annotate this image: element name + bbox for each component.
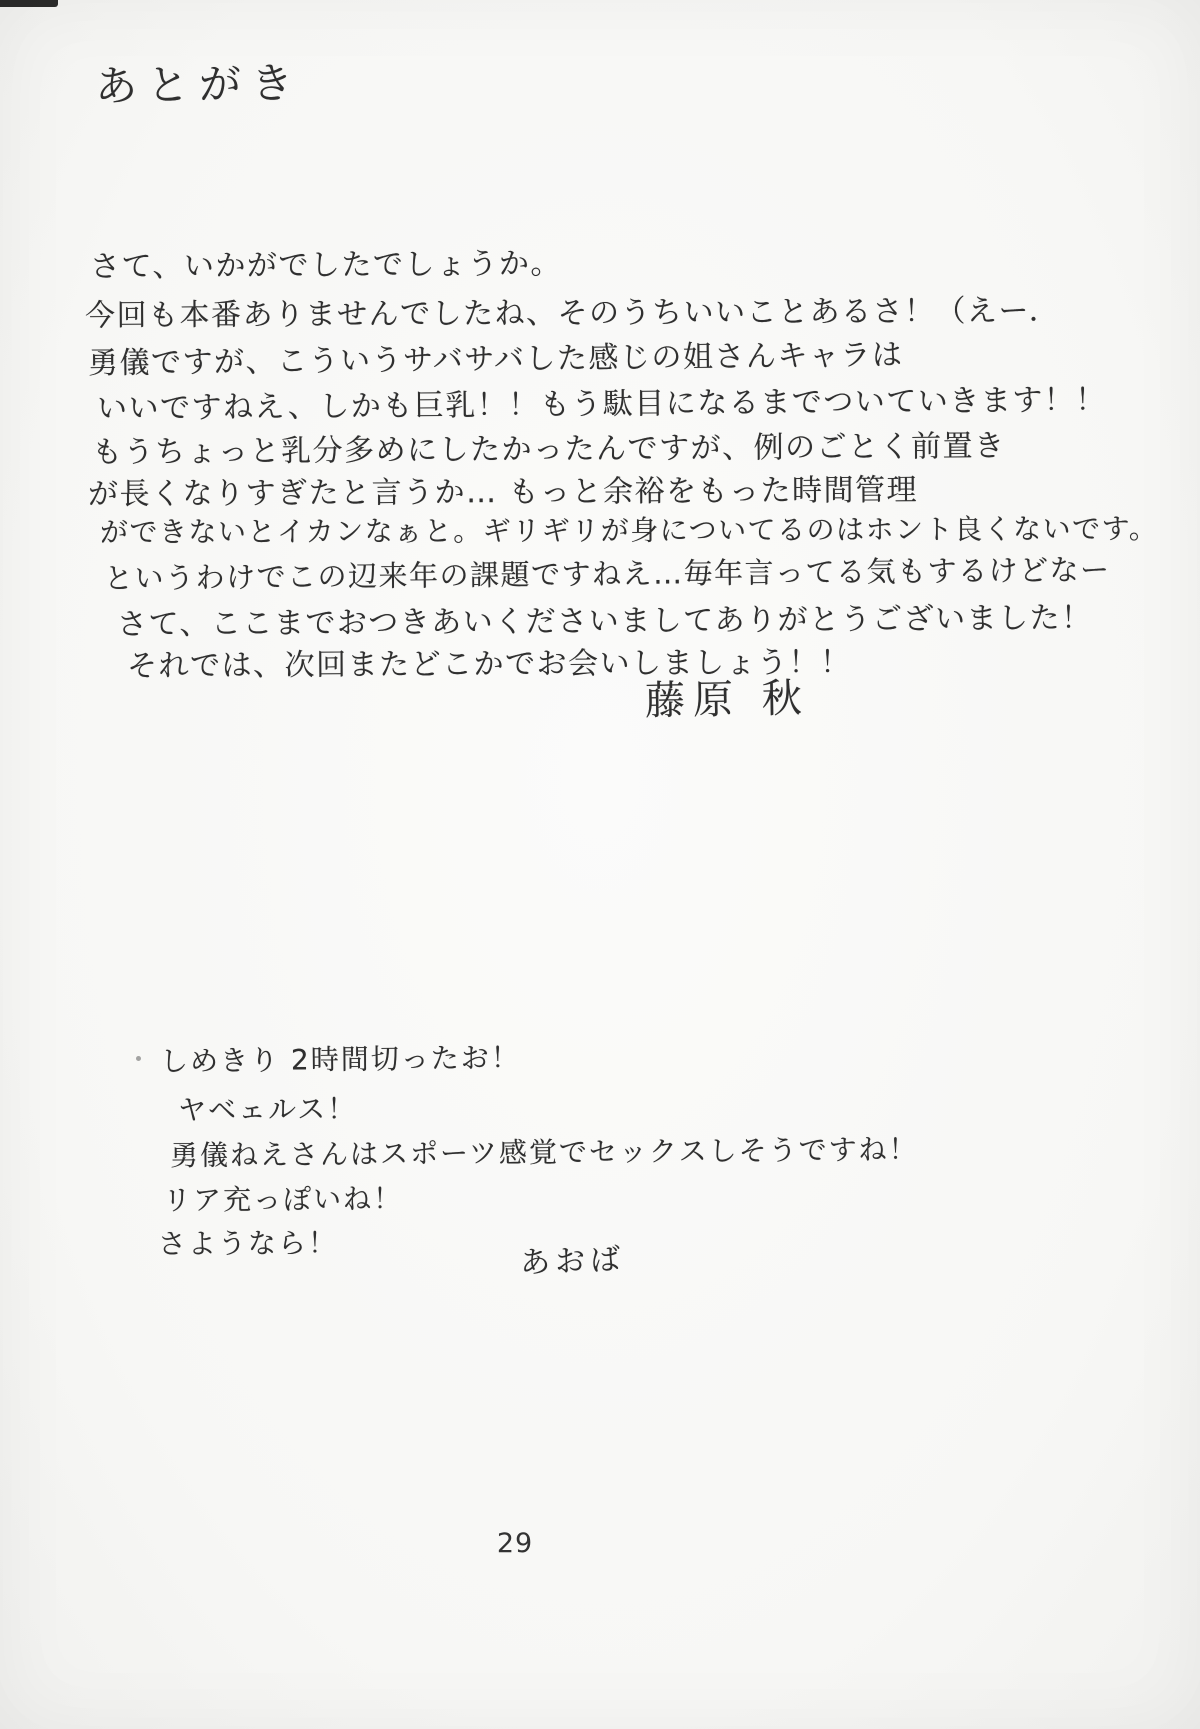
afterword-line: いいですねえ、しかも巨乳！！もう駄目になるまでついていきます！！: [96, 382, 1107, 427]
afterword-line: が長くなりすぎたと言うか… もっと余裕をもった時間管理: [87, 472, 919, 513]
afterword-line: 今回も本番ありませんでしたね、そのうちいいことあるさ！（えー．: [84, 293, 1061, 334]
afterword-line: というわけでこの辺来年の課題ですねえ…毎年言ってる気もするけどなー: [103, 552, 1111, 596]
page-number: 29: [496, 1528, 534, 1559]
note-line: リア充っぽいね！: [162, 1182, 404, 1217]
note-line: さようなら！: [157, 1226, 339, 1261]
afterword-line: もうちょっと乳分多めにしたかったんですが、例のごとく前置き: [91, 428, 1006, 471]
afterword-line: さて、いかがでしたでしょうか。: [89, 246, 563, 285]
afterword-line: それでは、次回またどこかでお会いしましょう！！: [126, 645, 852, 684]
scan-edge-artifact: [0, 0, 58, 7]
afterword-line: 勇儀ですが、こういうサバサバした感じの姐さんキャラは: [87, 337, 904, 382]
note-line: 勇儀ねえさんはスポーツ感覚でセックスしそうですね！: [169, 1132, 919, 1173]
ink-speck: [136, 1056, 141, 1061]
author-signature: 藤原 秋: [644, 675, 811, 725]
afterword-line: さて、ここまでおつきあいくださいましてありがとうございました！: [116, 600, 1093, 643]
note-line: しめきり 2時間切ったお！: [159, 1041, 521, 1078]
afterword-line: ができないとイカンなぁと。ギリギリが身についてるのはホント良くないです。: [99, 512, 1159, 549]
guest-signature: あおば: [519, 1242, 626, 1281]
page-title: あとがき: [94, 58, 304, 111]
note-line: ヤベェルス！: [177, 1092, 358, 1127]
